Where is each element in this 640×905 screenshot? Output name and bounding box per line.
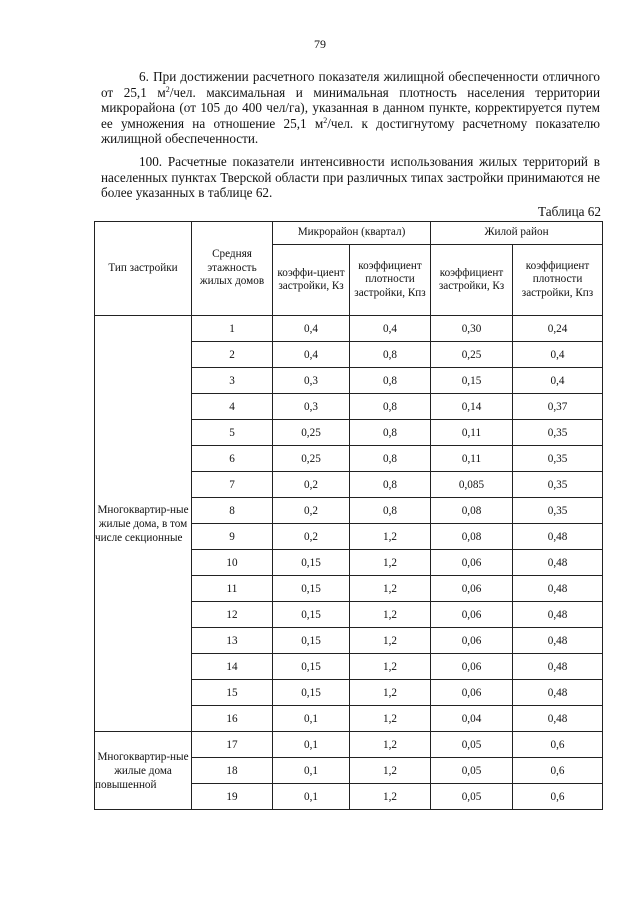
residential-kpz-cell: 0,6: [513, 784, 603, 810]
floors-cell: 2: [192, 342, 273, 368]
micro-kpz-cell: 1,2: [350, 784, 431, 810]
residential-kpz-cell: 0,6: [513, 732, 603, 758]
residential-kz-cell: 0,04: [431, 706, 513, 732]
micro-kz-cell: 0,15: [273, 654, 350, 680]
floors-cell: 16: [192, 706, 273, 732]
floors-cell: 1: [192, 316, 273, 342]
micro-kpz-cell: 0,8: [350, 446, 431, 472]
micro-kpz-cell: 1,2: [350, 706, 431, 732]
floors-cell: 15: [192, 680, 273, 706]
residential-kpz-cell: 0,48: [513, 680, 603, 706]
group-multiapartment-sectional-label-text: Многоквартир-ные жилые дома, в том числе секционные: [95, 503, 189, 544]
residential-kz-cell: 0,05: [431, 784, 513, 810]
floors-cell: 4: [192, 394, 273, 420]
micro-kpz-cell: 1,2: [350, 576, 431, 602]
header-residential-district: Жилой район: [431, 222, 603, 245]
micro-kpz-cell: 1,2: [350, 550, 431, 576]
header-average-floors: Средняя этажность жилых домов: [192, 222, 273, 316]
micro-kz-cell: 0,15: [273, 680, 350, 706]
micro-kz-cell: 0,2: [273, 472, 350, 498]
micro-kz-cell: 0,15: [273, 602, 350, 628]
micro-kz-cell: 0,1: [273, 758, 350, 784]
micro-kpz-cell: 1,2: [350, 732, 431, 758]
residential-kz-cell: 0,06: [431, 654, 513, 680]
micro-kz-cell: 0,25: [273, 420, 350, 446]
residential-kpz-cell: 0,35: [513, 446, 603, 472]
residential-kpz-cell: 0,35: [513, 472, 603, 498]
residential-kz-cell: 0,11: [431, 420, 513, 446]
micro-kz-cell: 0,15: [273, 550, 350, 576]
page-number: 79: [314, 37, 326, 51]
floors-cell: 8: [192, 498, 273, 524]
micro-kz-cell: 0,1: [273, 706, 350, 732]
header-building-type: Тип застройки: [95, 222, 192, 316]
header-microdistrict: Микрорайон (квартал): [273, 222, 431, 245]
table-caption: Таблица 62: [538, 204, 601, 219]
residential-kpz-cell: 0,48: [513, 602, 603, 628]
residential-kz-cell: 0,06: [431, 576, 513, 602]
density-table: [94, 221, 603, 810]
residential-kz-cell: 0,25: [431, 342, 513, 368]
floors-cell: 3: [192, 368, 273, 394]
micro-kpz-cell: 1,2: [350, 602, 431, 628]
micro-kpz-cell: 1,2: [350, 628, 431, 654]
paragraph-6-part-b: /чел. максимальная и минимальная плотность населения территории микрорайона (от 105 до 400 чел/га), указанная в данном пункте, корректируется путем ее умножения на отношение 25,1 м: [101, 84, 601, 131]
floors-cell: 13: [192, 628, 273, 654]
micro-kpz-cell: 0,8: [350, 420, 431, 446]
residential-kpz-cell: 0,48: [513, 576, 603, 602]
micro-kpz-cell: 1,2: [350, 680, 431, 706]
residential-kz-cell: 0,06: [431, 550, 513, 576]
group-multiapartment-sectional-label: [95, 316, 192, 732]
micro-kpz-cell: 1,2: [350, 654, 431, 680]
residential-kpz-cell: 0,6: [513, 758, 603, 784]
micro-kz-cell: 0,4: [273, 316, 350, 342]
residential-kpz-cell: 0,37: [513, 394, 603, 420]
micro-kpz-cell: 0,8: [350, 368, 431, 394]
header-residential-kpz: коэффициент плотности застройки, Кпз: [513, 245, 603, 316]
residential-kz-cell: 0,05: [431, 732, 513, 758]
floors-cell: 10: [192, 550, 273, 576]
micro-kz-cell: 0,2: [273, 498, 350, 524]
micro-kpz-cell: 1,2: [350, 524, 431, 550]
residential-kz-cell: 0,14: [431, 394, 513, 420]
residential-kz-cell: 0,085: [431, 472, 513, 498]
floors-cell: 17: [192, 732, 273, 758]
residential-kpz-cell: 0,35: [513, 420, 603, 446]
superscript-2b: 2: [323, 115, 328, 125]
paragraph-6-part-c: /чел. к достигнутому расчетному показателю жилищной обеспеченности.: [101, 115, 600, 146]
residential-kz-cell: 0,08: [431, 524, 513, 550]
floors-cell: 6: [192, 446, 273, 472]
floors-cell: 9: [192, 524, 273, 550]
residential-kpz-cell: 0,48: [513, 550, 603, 576]
residential-kz-cell: 0,30: [431, 316, 513, 342]
residential-kz-cell: 0,06: [431, 680, 513, 706]
residential-kz-cell: 0,08: [431, 498, 513, 524]
residential-kpz-cell: 0,4: [513, 368, 603, 394]
residential-kz-cell: 0,06: [431, 602, 513, 628]
floors-cell: 11: [192, 576, 273, 602]
paragraph-100: [101, 154, 600, 201]
paragraph-6-part-a: 6. При достижении расчетного показателя жилищной обеспеченности отличного от 25,1 м: [101, 69, 600, 100]
superscript-2: 2: [165, 84, 170, 94]
group-multiapartment-high-label-text: Многоквартир-ные жилые дома повышенной: [95, 750, 189, 791]
residential-kpz-cell: 0,48: [513, 524, 603, 550]
paragraph-100-text: 100. Расчетные показатели интенсивности использования жилых территорий в населенных пунктах Тверской области при различных типах застройки принимаются не более указанных в таблице 62.: [101, 154, 600, 200]
table-row: [95, 732, 603, 758]
residential-kpz-cell: 0,35: [513, 498, 603, 524]
micro-kpz-cell: 0,8: [350, 342, 431, 368]
micro-kz-cell: 0,3: [273, 394, 350, 420]
micro-kpz-cell: 1,2: [350, 758, 431, 784]
residential-kpz-cell: 0,48: [513, 706, 603, 732]
paragraph-6: [101, 69, 600, 147]
micro-kz-cell: 0,1: [273, 784, 350, 810]
table-body: [95, 316, 603, 810]
header-residential-kz: коэффициент застройки, Кз: [431, 245, 513, 316]
floors-cell: 12: [192, 602, 273, 628]
micro-kz-cell: 0,15: [273, 628, 350, 654]
header-micro-kz: коэффи-циент застройки, Кз: [273, 245, 350, 316]
floors-cell: 14: [192, 654, 273, 680]
residential-kz-cell: 0,05: [431, 758, 513, 784]
micro-kpz-cell: 0,8: [350, 394, 431, 420]
micro-kz-cell: 0,15: [273, 576, 350, 602]
residential-kpz-cell: 0,4: [513, 342, 603, 368]
micro-kpz-cell: 0,8: [350, 472, 431, 498]
group-multiapartment-high-label: [95, 732, 192, 810]
micro-kz-cell: 0,2: [273, 524, 350, 550]
micro-kpz-cell: 0,4: [350, 316, 431, 342]
floors-cell: 7: [192, 472, 273, 498]
residential-kpz-cell: 0,48: [513, 628, 603, 654]
residential-kz-cell: 0,15: [431, 368, 513, 394]
micro-kz-cell: 0,4: [273, 342, 350, 368]
residential-kpz-cell: 0,24: [513, 316, 603, 342]
floors-cell: 5: [192, 420, 273, 446]
table-row: [95, 316, 603, 342]
micro-kpz-cell: 0,8: [350, 498, 431, 524]
micro-kz-cell: 0,1: [273, 732, 350, 758]
residential-kz-cell: 0,11: [431, 446, 513, 472]
micro-kz-cell: 0,3: [273, 368, 350, 394]
residential-kpz-cell: 0,48: [513, 654, 603, 680]
floors-cell: 19: [192, 784, 273, 810]
residential-kz-cell: 0,06: [431, 628, 513, 654]
header-micro-kpz: коэффициент плотности застройки, Кпз: [350, 245, 431, 316]
micro-kz-cell: 0,25: [273, 446, 350, 472]
floors-cell: 18: [192, 758, 273, 784]
